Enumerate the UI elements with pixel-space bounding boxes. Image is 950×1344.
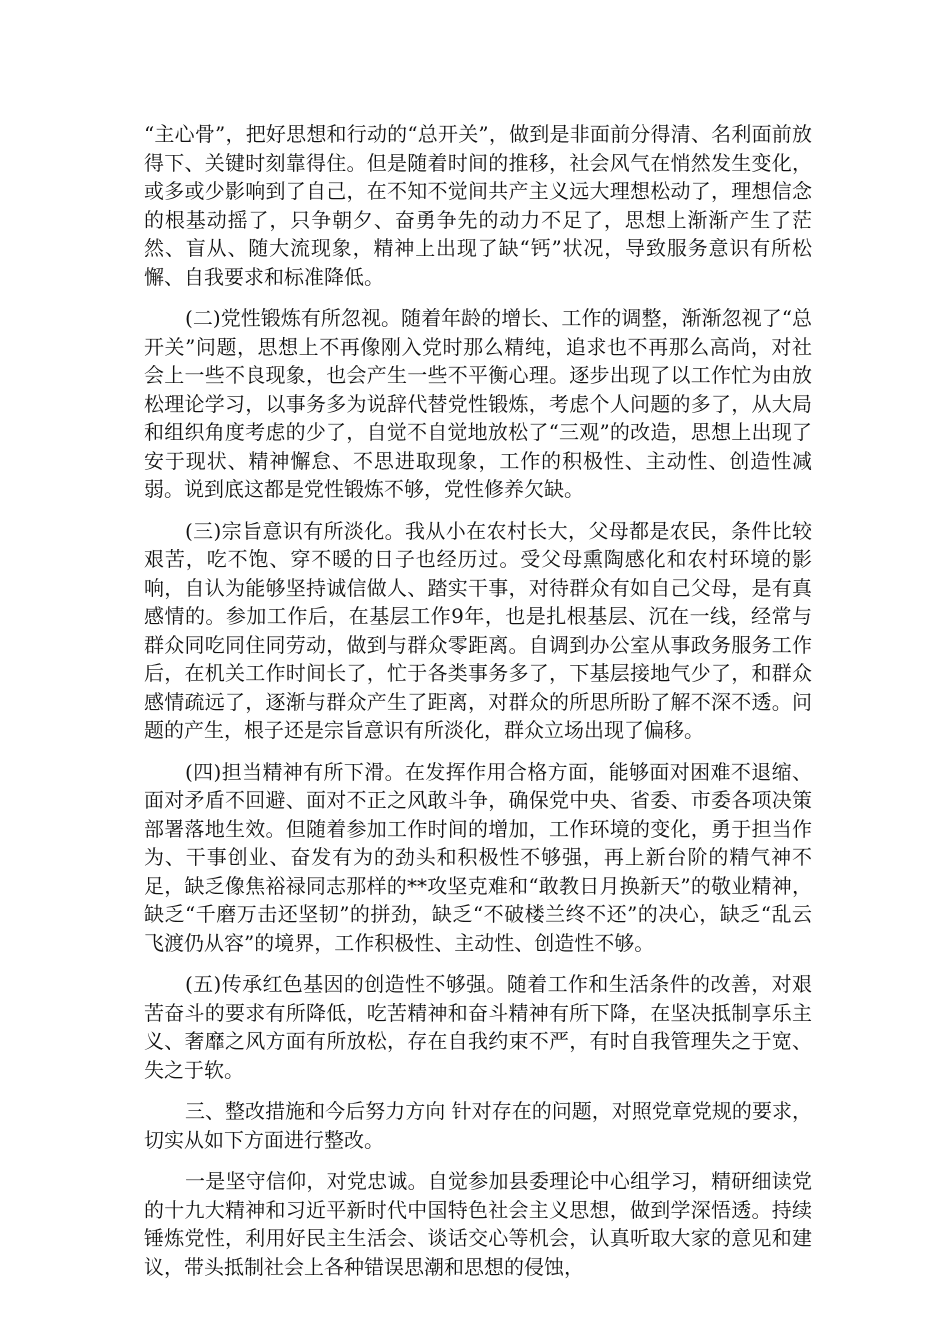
paragraph-section-5: (五)传承红色基因的创造性不够强。随着工作和生活条件的改善，对艰苦奋斗的要求有所降低，吃苦精神和奋斗精神有所下降，在坚决抵制享乐主义、奢靡之风方面有所放松，存在自我约束不严，有时自我管理失之于宽、失之于软。 [144, 972, 812, 1082]
paragraph-section-3: (三)宗旨意识有所淡化。我从小在农村长大，父母都是农民，条件比较艰苦，吃不饱、穿不暖的日子也经历过。受父母熏陶感化和农村环境的影响，自认为能够坚持诚信做人、踏实干事，对待群众有如自己父母，是有真感情的。参加工作后，在基层工作9年，也是扎根基层、沉在一线，经常与群众同吃同住同劳动，做到与群众零距离。自调到办公室从事政务服务工作后，在机关工作时间长了，忙于各类事务多了，下基层接地气少了，和群众感情疏远了，逐渐与群众产生了距离，对群众的所思所盼了解不深不透。问题的产生，根子还是宗旨意识有所淡化，群众立场出现了偏移。 [144, 518, 812, 742]
paragraph-section-4: (四)担当精神有所下滑。在发挥作用合格方面，能够面对困难不退缩、面对矛盾不回避、面对不正之风敢斗争，确保党中央、省委、市委各项决策部署落地生效。但随着参加工作时间的增加，工作环境的变化，勇于担当作为、干事创业、奋发有为的劲头和积极性不够强，再上新台阶的精气神不足，缺乏像焦裕禄同志那样的**攻坚克难和“敢教日月换新天”的敬业精神，缺乏“千磨万击还坚韧”的拼劲，缺乏“不破楼兰终不还”的决心，缺乏“乱云飞渡仍从容”的境界，工作积极性、主动性、创造性不够。 [144, 759, 812, 955]
paragraph-continuation: “主心骨”，把好思想和行动的“总开关”，做到是非面前分得清、名利面前放得下、关键时刻靠得住。但是随着时间的推移，社会风气在悄然发生变化，或多或少影响到了自己，在不知不觉间共产主义远大理想松动了，理想信念的根基动摇了，只争朝夕、奋勇争先的动力不足了，思想上渐渐产生了茫然、盲从、随大流现象，精神上出现了缺“钙”状况，导致服务意识有所松懈、自我要求和标准降低。 [144, 122, 812, 289]
document-body [144, 120, 812, 1294]
paragraph-measure-1: 一是坚守信仰，对党忠诚。自觉参加县委理论中心组学习，精研细读党的十九大精神和习近平新时代中国特色社会主义思想，做到学深悟透。持续锤炼党性，利用好民主生活会、谈话交心等机会，认真听取大家的意见和建议，带头抵制社会上各种错误思潮和思想的侵蚀， [144, 1169, 812, 1279]
paragraph-heading-rectification: 三、整改措施和今后努力方向 针对存在的问题，对照党章党规的要求，切实从如下方面进行整改。 [144, 1099, 812, 1152]
paragraph-section-2: (二)党性锻炼有所忽视。随着年龄的增长、工作的调整，渐渐忽视了“总开关”问题，思想上不再像刚入党时那么精纯，追求也不再那么高尚，对社会上一些不良现象，也会产生一些不平衡心理。逐步出现了以工作忙为由放松理论学习，以事务多为说辞代替党性锻炼，考虑个人问题的多了，从大局和组织角度考虑的少了，自觉不自觉地放松了“三观”的改造，思想上出现了安于现状、精神懈怠、不思进取现象，工作的积极性、主动性、创造性减弱。说到底这都是党性锻炼不够，党性修养欠缺。 [144, 306, 812, 501]
